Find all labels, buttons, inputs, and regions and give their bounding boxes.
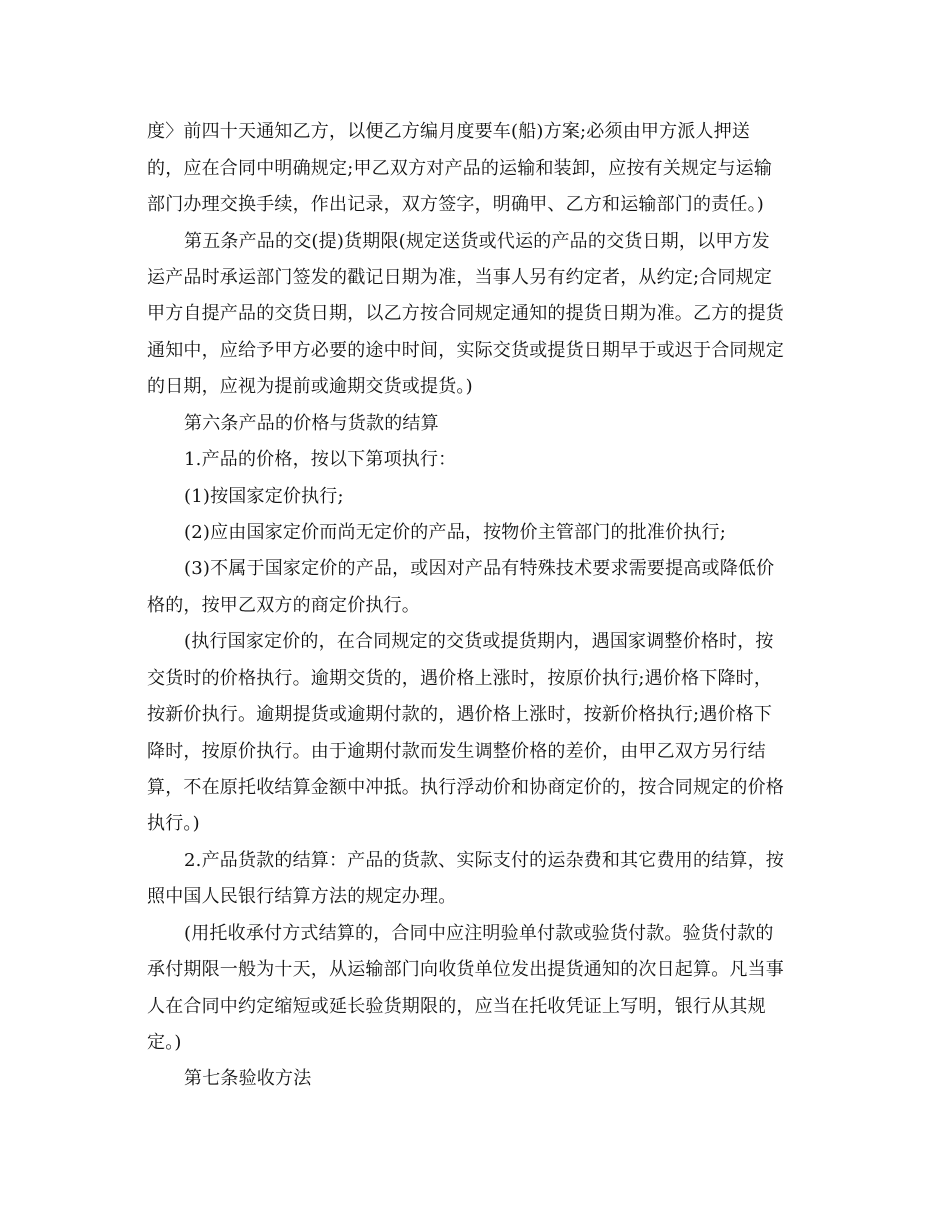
text-line: 人在合同中约定缩短或延长验货期限的，应当在托收凭证上写明，银行从其规 <box>147 996 766 1017</box>
text-line: 格的，按甲乙双方的商定价执行。 <box>147 595 420 616</box>
text-line: 降时，按原价执行。由于逾期付款而发生调整价格的差价，由甲乙双方另行结 <box>147 741 766 762</box>
text-line: 1.产品的价格，按以下第项执行： <box>184 449 457 470</box>
list-item: (1)按国家定价执行; <box>184 486 344 507</box>
list-item: (2)应由国家定价而尚无定价的产品，按物价主管部门的批准价执行; <box>184 522 726 543</box>
text-line: 定。) <box>147 1032 182 1053</box>
text-line: 度〉前四十天通知乙方，以便乙方编月度要车(船)方案;必须由甲方派人押送 <box>147 121 751 142</box>
text-line: 承付期限一般为十天，从运输部门向收货单位发出提货通知的次日起算。凡当事 <box>147 959 784 980</box>
text-line: 交货时的价格执行。逾期交货的，遇价格上涨时，按原价执行;遇价格下降时， <box>147 668 773 689</box>
text-line: 2.产品货款的结算：产品的货款、实际支付的运杂费和其它费用的结算，按 <box>184 850 784 871</box>
text-line: 的日期，应视为提前或逾期交货或提货。) <box>147 376 473 397</box>
text-line: (用托收承付方式结算的，合同中应注明验单付款或验货付款。验货付款的 <box>184 923 774 944</box>
text-line: 按新价执行。逾期提货或逾期付款的，遇价格上涨时，按新价格执行;遇价格下 <box>147 704 773 725</box>
text-line: 算，不在原托收结算金额中冲抵。执行浮动价和协商定价的，按合同规定的价格 <box>147 777 784 798</box>
text-line: 的，应在合同中明确规定;甲乙双方对产品的运输和装卸，应按有关规定与运输 <box>147 158 773 179</box>
text-line: 执行。) <box>147 813 200 834</box>
text-line: 甲方自提产品的交货日期，以乙方按合同规定通知的提货日期为准。乙方的提货 <box>147 303 784 324</box>
list-item: (3)不属于国家定价的产品，或因对产品有特殊技术要求需要提高或降低价 <box>184 558 775 579</box>
text-line: 照中国人民银行结算方法的规定办理。 <box>147 886 457 907</box>
text-line: 第五条产品的交(提)货期限(规定送货或代运的产品的交货日期，以甲方发 <box>184 231 770 252</box>
text-line: 部门办理交换手续，作出记录，双方签字，明确甲、乙方和运输部门的责任。) <box>147 194 765 215</box>
text-line: (执行国家定价的，在合同规定的交货或提货期内，遇国家调整价格时，按 <box>184 631 774 652</box>
section-heading: 第六条产品的价格与货款的结算 <box>184 413 439 434</box>
text-line: 通知中，应给予甲方必要的途中时间，实际交货或提货日期早于或迟于合同规定 <box>147 340 784 361</box>
section-heading: 第七条验收方法 <box>184 1068 312 1089</box>
text-line: 运产品时承运部门签发的戳记日期为准，当事人另有约定者，从约定;合同规定 <box>147 267 773 288</box>
